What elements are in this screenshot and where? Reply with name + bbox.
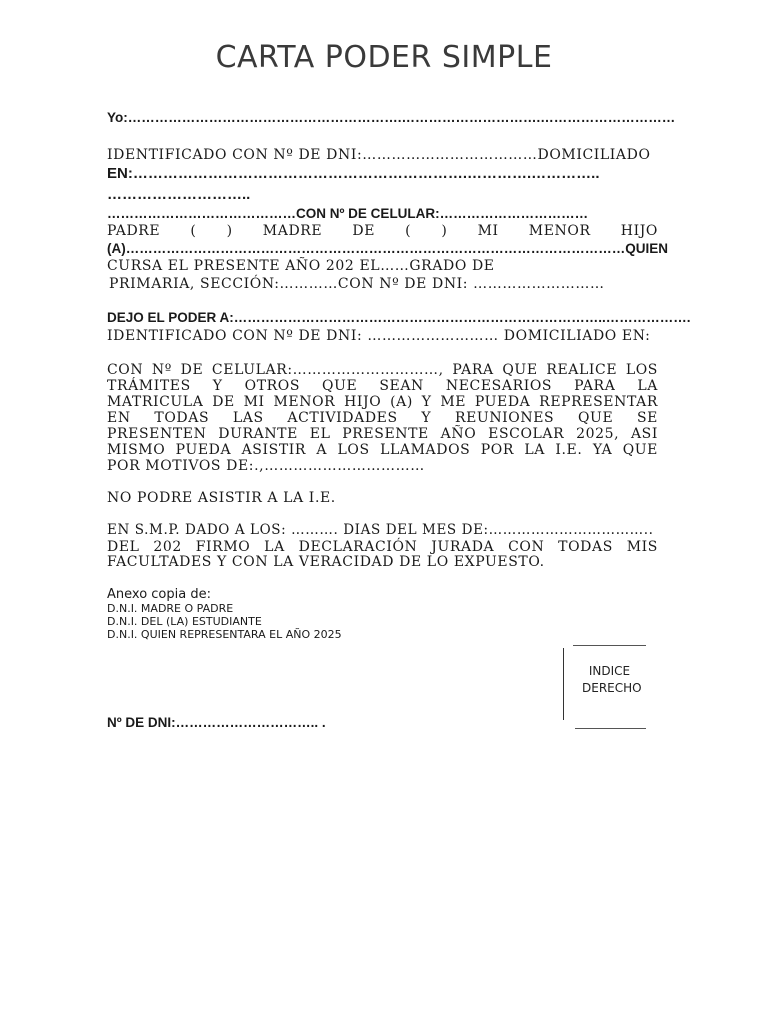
smp-line-2: DEL 202 FIRMO LA DECLARACIÓN JURADA CON TODAS MIS (107, 539, 658, 555)
en-line: EN:………………………………………………………….………….………….. (107, 165, 600, 182)
identificado-line-1: IDENTIFICADO CON Nº DE DNI:………………………………DOMICILIADO (107, 147, 651, 163)
paragraph-line-2: TRÁMITES Y OTROS QUE SEAN NECESARIOS PARA LA (107, 378, 658, 394)
anexo-item-2: D.N.I. DEL (LA) ESTUDIANTE (107, 615, 262, 628)
anexo-item-1: D.N.I. MADRE O PADRE (107, 602, 234, 615)
padre-madre-line: PADRE ( ) MADRE DE ( ) MI MENOR HIJO (107, 223, 658, 239)
anexo-heading: Anexo copia de: (107, 587, 211, 602)
paragraph-line-7: POR MOTIVOS DE:.,…………………………… (107, 458, 425, 474)
paragraph-line-5: PRESENTEN DURANTE EL PRESENTE AÑO ESCOLAR 2025, ASI (107, 426, 658, 442)
smp-line-1: EN S.M.P. DADO A LOS: ………. DIAS DEL MES DE:…………………………….. (107, 522, 654, 538)
indice-bottom-rule (575, 728, 646, 729)
anexo-item-3: D.N.I. QUIEN REPRESENTARA EL AÑO 2025 (107, 628, 342, 641)
dni-signature-line: Nº DE DNI:………………………….. . (107, 715, 326, 730)
paragraph-line-1: CON Nº DE CELULAR:…………………………, PARA QUE REALICE LOS (107, 362, 658, 378)
paragraph-line-3: MATRICULA DE MI MENOR HIJO (A) Y ME PUEDA REPRESENTAR (107, 394, 658, 410)
paragraph-line-4: EN TODAS LAS ACTIVIDADES Y REUNIONES QUE SE (107, 410, 658, 426)
derecho-label: DERECHO (582, 681, 642, 695)
indice-label: INDICE (588, 664, 631, 678)
dots-line: ……………………….. (107, 186, 251, 203)
con-celular-line: ……………………………………CON Nº DE CELULAR:…………………………… (107, 206, 589, 221)
yo-line: Yo:…………………………………………………….………………………….………………………… (107, 110, 676, 125)
no-podre-line: NO PODRE ASISTIR A LA I.E. (107, 490, 336, 506)
paragraph-line-6: MISMO PUEDA ASISTIR A LOS LLAMADOS POR LA I.E. YA QUE (107, 442, 658, 458)
indice-top-rule (573, 645, 646, 646)
identificado-line-2: IDENTIFICADO CON Nº DE DNI: ……………………… DOMICILIADO EN: (107, 328, 651, 344)
cursa-line: CURSA EL PRESENTE AÑO 202 EL……GRADO DE (107, 258, 495, 274)
smp-line-3: FACULTADES Y CON LA VERACIDAD DE LO EXPUESTO. (107, 554, 545, 570)
document-title: CARTA PODER SIMPLE (215, 40, 553, 75)
primaria-line: PRIMARIA, SECCIÓN:…………CON Nº DE DNI: ……………………… (109, 276, 605, 292)
dejo-poder-line: DEJO EL PODER A:………………………………………………………………………..………………. (107, 310, 691, 325)
a-quien-line: (A)…………………………………………………………………………………………………QUIEN (107, 241, 668, 256)
